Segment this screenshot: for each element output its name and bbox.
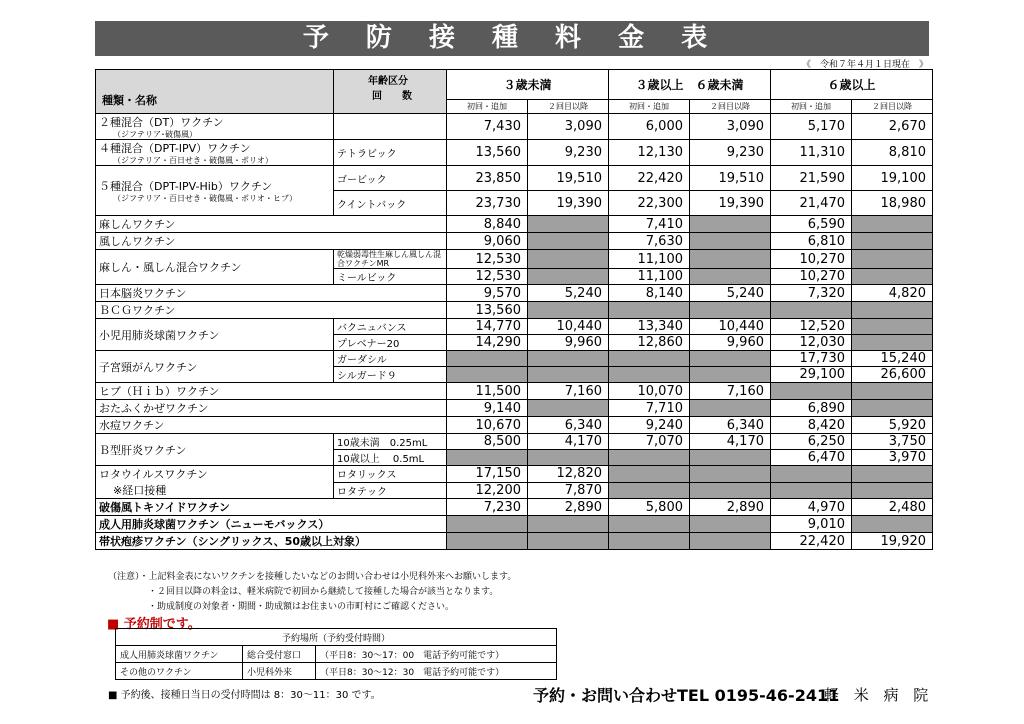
table-row — [96, 383, 933, 400]
vaccine-name-text: ヒブ（Ｈｉｂ）ワクチン — [99, 385, 220, 398]
effective-date: 《 令和７年４月１日現在 》 — [801, 60, 928, 70]
vaccine-name — [96, 383, 447, 400]
vaccine-name — [96, 233, 447, 250]
vaccine-name-text: ロタウイルスワクチン — [99, 468, 208, 481]
fee-value: 13,560 — [447, 302, 528, 319]
brand-name: 10歳以上 0.5mL — [334, 450, 447, 466]
vaccine-name-text: 帯状疱疹ワクチン（シングリックス、50歳以上対象） — [99, 535, 367, 548]
fee-value: 6,590 — [771, 216, 852, 233]
brand-name: ロタリックス — [334, 466, 447, 483]
fee-value: 12,200 — [447, 482, 528, 499]
fee-value: 2,890 — [528, 499, 609, 516]
not-applicable-cell — [690, 367, 771, 383]
fee-value: 7,430 — [447, 114, 528, 140]
not-applicable-cell — [852, 516, 933, 533]
brand-name: バクニュバンス — [334, 319, 447, 335]
fee-value: 6,810 — [771, 233, 852, 250]
fee-value: 11,500 — [447, 383, 528, 400]
not-applicable-cell — [528, 450, 609, 466]
table-row — [96, 351, 933, 367]
fee-value: 19,390 — [690, 191, 771, 216]
brand-name: ロタテック — [334, 482, 447, 499]
not-applicable-cell — [771, 482, 852, 499]
fee-value: 12,520 — [771, 319, 852, 335]
not-applicable-cell — [609, 533, 690, 550]
not-applicable-cell — [528, 233, 609, 250]
fee-value: 9,960 — [690, 335, 771, 351]
sub-initial: 初回・追加 — [609, 100, 690, 114]
vaccine-name — [96, 285, 447, 302]
reservation-time: （平日8：30～12：30 電話予約可能です） — [316, 663, 557, 680]
fee-value: 7,160 — [690, 383, 771, 400]
not-applicable-cell — [852, 269, 933, 285]
vaccine-name — [96, 434, 334, 466]
table-row — [96, 216, 933, 233]
table-row — [96, 466, 933, 483]
fee-value: 9,570 — [447, 285, 528, 302]
brand-name: 10歳未満 0.25mL — [334, 434, 447, 450]
fee-value: 6,250 — [771, 434, 852, 450]
table-row — [96, 250, 933, 269]
table-row — [96, 114, 933, 140]
fee-value: 7,320 — [771, 285, 852, 302]
brand-name: シルガード９ — [334, 367, 447, 383]
fee-value: 12,530 — [447, 269, 528, 285]
sub-second: ２回目以降 — [690, 100, 771, 114]
fee-value: 7,160 — [528, 383, 609, 400]
fee-value: 8,810 — [852, 140, 933, 166]
vaccine-name-text: 水痘ワクチン — [99, 419, 165, 432]
fee-value: 17,150 — [447, 466, 528, 483]
not-applicable-cell — [609, 516, 690, 533]
not-applicable-cell — [771, 383, 852, 400]
fee-value: 13,560 — [447, 140, 528, 166]
reservation-place: 小児科外来 — [243, 663, 316, 680]
vaccine-name-text: ５種混合（DPT-IPV-Hib）ワクチン — [99, 180, 273, 193]
fee-value: 9,240 — [609, 417, 690, 434]
vaccine-name-text: 風しんワクチン — [99, 235, 176, 248]
not-applicable-cell — [528, 351, 609, 367]
sub-second: ２回目以降 — [852, 100, 933, 114]
fee-value: 21,470 — [771, 191, 852, 216]
vaccine-name — [96, 166, 334, 216]
fee-value: 22,420 — [771, 533, 852, 550]
fee-value: 10,670 — [447, 417, 528, 434]
reservation-type: その他のワクチン — [116, 663, 243, 680]
fee-value: 6,890 — [771, 400, 852, 417]
fee-value: 19,100 — [852, 166, 933, 191]
not-applicable-cell — [852, 383, 933, 400]
vaccine-name-text: 麻しんワクチン — [99, 218, 176, 231]
hospital-name: 軽 米 病 院 — [824, 686, 934, 704]
fee-value: 12,820 — [528, 466, 609, 483]
fee-value: 23,850 — [447, 166, 528, 191]
not-applicable-cell — [852, 216, 933, 233]
fee-value: 9,060 — [447, 233, 528, 250]
fee-value: 11,100 — [609, 269, 690, 285]
fee-value: 9,960 — [528, 335, 609, 351]
not-applicable-cell — [771, 466, 852, 483]
fee-value: 9,230 — [528, 140, 609, 166]
reservation-type: 成人用肺炎球菌ワクチン — [116, 646, 243, 663]
not-applicable-cell — [609, 482, 690, 499]
table-row — [96, 166, 933, 191]
fee-value: 13,340 — [609, 319, 690, 335]
fee-value: 6,340 — [528, 417, 609, 434]
fee-value: 10,270 — [771, 250, 852, 269]
fee-value: 17,730 — [771, 351, 852, 367]
not-applicable-cell — [528, 216, 609, 233]
not-applicable-cell — [447, 450, 528, 466]
not-applicable-cell — [528, 400, 609, 417]
vaccine-name — [96, 351, 334, 383]
brand-name: ゴービック — [334, 166, 447, 191]
vaccine-name-text: Ｂ型肝炎ワクチン — [99, 443, 187, 457]
fee-value: 19,920 — [852, 533, 933, 550]
sub-initial: 初回・追加 — [447, 100, 528, 114]
fee-value: 4,170 — [690, 434, 771, 450]
not-applicable-cell — [852, 302, 933, 319]
fee-value: 8,420 — [771, 417, 852, 434]
reservation-table — [115, 628, 557, 680]
vaccine-name — [96, 533, 447, 550]
not-applicable-cell — [528, 302, 609, 319]
fee-value: 14,770 — [447, 319, 528, 335]
not-applicable-cell — [528, 533, 609, 550]
note-line: ・２回目以降の料金は、軽米病院で初回から継続して接種した場合が該当となります。 — [148, 587, 499, 597]
vaccine-name-text: 麻しん・風しん混合ワクチン — [99, 261, 242, 274]
table-row — [96, 285, 933, 302]
fee-value: 12,030 — [771, 335, 852, 351]
age-label: 年齢区分 — [368, 76, 408, 87]
fee-value: 10,440 — [528, 319, 609, 335]
table-row — [96, 533, 933, 550]
fee-value: 10,440 — [690, 319, 771, 335]
vaccine-components: （ジフテリア・百日せき・破傷風・ポリオ） — [113, 156, 273, 165]
not-applicable-cell — [690, 250, 771, 269]
fee-value: 4,970 — [771, 499, 852, 516]
fee-value: 6,340 — [690, 417, 771, 434]
fee-table — [95, 69, 933, 550]
table-row — [96, 302, 933, 319]
page-title: 予 防 接 種 料 金 表 — [95, 21, 929, 56]
fee-value: 3,090 — [690, 114, 771, 140]
note-line: ・助成制度の対象者・期間・助成額はお住まいの市町村にご確認ください。 — [148, 602, 455, 612]
fee-value: 5,800 — [609, 499, 690, 516]
not-applicable-cell — [690, 302, 771, 319]
not-applicable-cell — [609, 466, 690, 483]
vaccine-name — [96, 302, 447, 319]
fee-value: 7,410 — [609, 216, 690, 233]
reservation-time: （平日8：30～17：00 電話予約可能です） — [316, 646, 557, 663]
fee-value: 6,000 — [609, 114, 690, 140]
fee-value: 8,500 — [447, 434, 528, 450]
fee-value: 5,240 — [690, 285, 771, 302]
fee-value: 22,420 — [609, 166, 690, 191]
not-applicable-cell — [690, 351, 771, 367]
vaccine-name — [96, 114, 334, 140]
not-applicable-cell — [447, 516, 528, 533]
contact-phone: 予約・お問い合わせTEL 0195-46-2411 — [533, 686, 840, 705]
not-applicable-cell — [852, 466, 933, 483]
vaccine-name-text: ４種混合（DPT-IPV）ワクチン — [99, 142, 251, 155]
not-applicable-cell — [609, 367, 690, 383]
table-row — [96, 499, 933, 516]
fee-value: 7,070 — [609, 434, 690, 450]
not-applicable-cell — [852, 335, 933, 351]
fee-value: 29,100 — [771, 367, 852, 383]
fee-value: 8,140 — [609, 285, 690, 302]
fee-value: 5,240 — [528, 285, 609, 302]
fee-value: 19,390 — [528, 191, 609, 216]
fee-value: 5,920 — [852, 417, 933, 434]
fee-value: 7,230 — [447, 499, 528, 516]
vaccine-name-text: 破傷風トキソイドワクチン — [99, 501, 230, 514]
note-line: （注意）・上記料金表にないワクチンを接種したいなどのお問い合わせは小児科外来へお願いします。 — [108, 572, 517, 582]
table-row — [96, 434, 933, 450]
not-applicable-cell — [852, 319, 933, 335]
fee-value: 4,170 — [528, 434, 609, 450]
fee-value: 21,590 — [771, 166, 852, 191]
not-applicable-cell — [690, 482, 771, 499]
sub-initial: 初回・追加 — [771, 100, 852, 114]
not-applicable-cell — [690, 216, 771, 233]
fee-value: 4,820 — [852, 285, 933, 302]
fee-value: 8,840 — [447, 216, 528, 233]
brand-name — [334, 114, 447, 140]
fee-value: 3,970 — [852, 450, 933, 466]
fee-value: 7,870 — [528, 482, 609, 499]
brand-name: 乾燥弱毒性生麻しん風しん混合ワクチンMR — [334, 250, 447, 269]
not-applicable-cell — [528, 250, 609, 269]
fee-value: 7,710 — [609, 400, 690, 417]
fee-value: 12,130 — [609, 140, 690, 166]
not-applicable-cell — [447, 367, 528, 383]
fee-value: 18,980 — [852, 191, 933, 216]
fee-value: 3,090 — [528, 114, 609, 140]
fee-value: 14,290 — [447, 335, 528, 351]
vaccine-name-text: ２種混合（DT）ワクチン — [99, 116, 224, 129]
fee-value: 23,730 — [447, 191, 528, 216]
vaccine-name-text: 子宮頸がんワクチン — [99, 360, 198, 374]
not-applicable-cell — [690, 466, 771, 483]
not-applicable-cell — [852, 233, 933, 250]
table-row — [96, 516, 933, 533]
vaccine-name — [96, 250, 334, 285]
fee-value: 3,750 — [852, 434, 933, 450]
not-applicable-cell — [690, 450, 771, 466]
fee-value: 19,510 — [690, 166, 771, 191]
fee-value: 11,100 — [609, 250, 690, 269]
fee-value: 9,140 — [447, 400, 528, 417]
table-row — [96, 233, 933, 250]
vaccine-name — [96, 466, 334, 499]
brand-name: テトラビック — [334, 140, 447, 166]
oral-note: ※経口接種 — [113, 484, 167, 497]
fee-value: 12,860 — [609, 335, 690, 351]
not-applicable-cell — [690, 516, 771, 533]
vaccine-name — [96, 417, 447, 434]
vaccine-name-text: 小児用肺炎球菌ワクチン — [99, 328, 220, 342]
notes — [108, 570, 516, 615]
fee-value: 7,630 — [609, 233, 690, 250]
dose-label: 回 数 — [372, 91, 412, 102]
reception-time-note: ■ 予約後、接種日当日の受付時間は 8：30～11：30 です。 — [108, 690, 381, 701]
not-applicable-cell — [447, 351, 528, 367]
not-applicable-cell — [852, 250, 933, 269]
fee-value: 22,300 — [609, 191, 690, 216]
reservation-required: ■ 予約制です。 — [107, 617, 201, 632]
not-applicable-cell — [528, 269, 609, 285]
not-applicable-cell — [609, 351, 690, 367]
vaccine-components: （ジフテリア・百日せき・破傷風・ポリオ・ヒブ） — [113, 194, 297, 203]
fee-value: 10,270 — [771, 269, 852, 285]
fee-value: 26,600 — [852, 367, 933, 383]
fee-value: 2,890 — [690, 499, 771, 516]
reservation-place: 総合受付窓口 — [243, 646, 316, 663]
not-applicable-cell — [690, 533, 771, 550]
brand-name: プレベナー20 — [334, 335, 447, 351]
vaccine-components: （ジフテリア･破傷風） — [113, 130, 197, 139]
reservation-header: 予約場所（予約受付時間） — [116, 629, 557, 646]
table-row — [96, 400, 933, 417]
group-under-3: ３歳未満 — [447, 70, 609, 100]
vaccine-name — [96, 140, 334, 166]
vaccine-name-text: 日本脳炎ワクチン — [99, 287, 187, 300]
fee-value: 19,510 — [528, 166, 609, 191]
fee-value: 2,480 — [852, 499, 933, 516]
fee-value: 11,310 — [771, 140, 852, 166]
not-applicable-cell — [609, 302, 690, 319]
type-label: 種類・名称 — [102, 94, 157, 107]
fee-value: 15,240 — [852, 351, 933, 367]
vaccine-name-text: 成人用肺炎球菌ワクチン（ニューモバックス） — [99, 518, 330, 531]
vaccine-name — [96, 516, 447, 533]
table-row — [96, 319, 933, 335]
not-applicable-cell — [690, 269, 771, 285]
not-applicable-cell — [447, 533, 528, 550]
header-type-cell — [96, 70, 334, 114]
fee-value: 6,470 — [771, 450, 852, 466]
brand-name: クイントバック — [334, 191, 447, 216]
not-applicable-cell — [528, 367, 609, 383]
vaccine-name — [96, 216, 447, 233]
brand-name: ミールビック — [334, 269, 447, 285]
not-applicable-cell — [528, 516, 609, 533]
fee-table-body — [96, 114, 933, 550]
vaccine-name — [96, 499, 447, 516]
not-applicable-cell — [690, 233, 771, 250]
group-3-to-6: ３歳以上 ６歳未満 — [609, 70, 771, 100]
fee-value: 9,010 — [771, 516, 852, 533]
fee-value: 12,530 — [447, 250, 528, 269]
table-row — [96, 417, 933, 434]
not-applicable-cell — [852, 482, 933, 499]
sub-second: ２回目以降 — [528, 100, 609, 114]
vaccine-name — [96, 319, 334, 351]
vaccine-name-text: おたふくかぜワクチン — [99, 402, 209, 415]
brand-name: ガーダシル — [334, 351, 447, 367]
group-over-6: ６歳以上 — [771, 70, 933, 100]
fee-value: 10,070 — [609, 383, 690, 400]
fee-value: 9,230 — [690, 140, 771, 166]
vaccine-name — [96, 400, 447, 417]
not-applicable-cell — [690, 400, 771, 417]
table-row — [96, 140, 933, 166]
not-applicable-cell — [852, 400, 933, 417]
not-applicable-cell — [609, 450, 690, 466]
vaccine-name-text: ＢＣＧワクチン — [99, 304, 176, 317]
fee-value: 5,170 — [771, 114, 852, 140]
fee-value: 2,670 — [852, 114, 933, 140]
not-applicable-cell — [771, 302, 852, 319]
header-age-cell — [334, 70, 447, 114]
